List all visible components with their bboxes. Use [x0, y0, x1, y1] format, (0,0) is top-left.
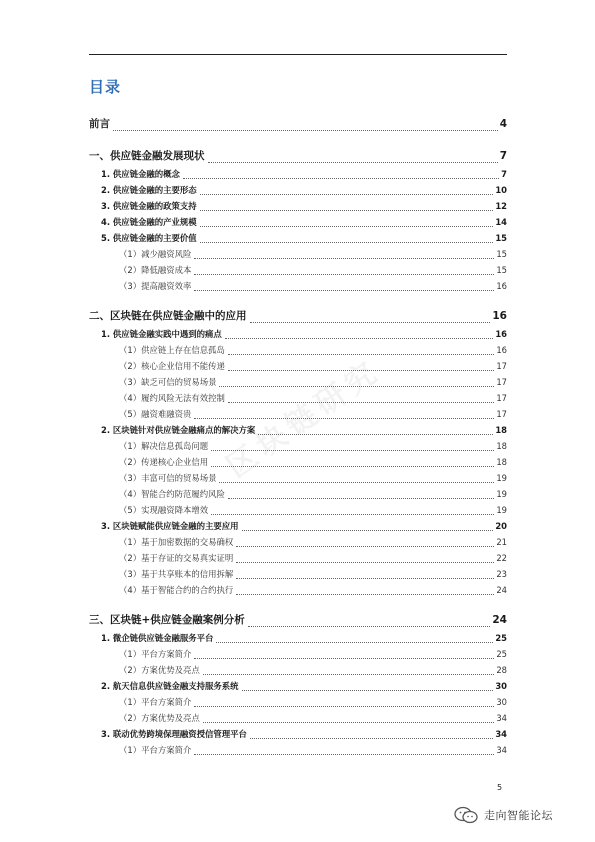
- toc-subsection-row[interactable]: [89, 454, 507, 470]
- dot-leader: [200, 209, 494, 211]
- toc-subsection-row[interactable]: [89, 694, 507, 710]
- toc-section-row[interactable]: [89, 726, 507, 742]
- toc-entry-page: 17: [496, 393, 507, 403]
- toc-subsection-row[interactable]: [89, 550, 507, 566]
- dot-leader: [194, 273, 494, 275]
- toc-entry-page: 28: [496, 665, 507, 675]
- watermark: 区块链研究: [220, 352, 388, 485]
- toc-entry-page: 18: [496, 457, 507, 467]
- toc-entry-label: （4）履约风险无法有效控制: [119, 393, 225, 403]
- toc-entry-page: 16: [496, 281, 507, 291]
- dot-leader: [211, 449, 494, 451]
- toc-entry-page: 18: [496, 441, 507, 451]
- toc-subsection-row[interactable]: [89, 582, 507, 598]
- toc-entry-page: 15: [495, 233, 507, 243]
- toc-subsection-row[interactable]: [89, 342, 507, 358]
- dot-leader: [248, 625, 491, 627]
- dot-leader: [194, 289, 494, 291]
- dot-leader: [200, 225, 494, 227]
- toc-entry-page: 24: [492, 614, 507, 626]
- dot-leader: [228, 497, 495, 499]
- toc-entry-label: 1. 供应链金融的概念: [101, 169, 180, 179]
- dot-leader: [113, 129, 498, 131]
- toc-entry-label: （2）传递核心企业信用: [119, 457, 209, 467]
- toc-entry-label: 2. 航天信息供应链金融支持服务系统: [101, 681, 239, 691]
- toc-chapter-row[interactable]: [89, 610, 507, 630]
- toc-entry-label: 二、区块链在供应链金融中的应用: [89, 310, 247, 322]
- toc-entry-label: 1. 微企链供应链金融服务平台: [101, 633, 214, 643]
- toc-entry-label: （2）方案优势及亮点: [119, 665, 200, 675]
- toc-entry-label: （3）基于共享账本的信用拆解: [119, 569, 234, 579]
- toc-entry-page: 20: [495, 521, 507, 531]
- page-number: 5: [497, 783, 503, 792]
- toc-entry-label: （1）平台方案简介: [119, 649, 192, 659]
- toc-entry-label: 4. 供应链金融的产业规模: [101, 217, 197, 227]
- dot-leader: [250, 737, 493, 739]
- dot-leader: [236, 577, 494, 579]
- toc-section-row[interactable]: [89, 518, 507, 534]
- toc-subsection-row[interactable]: [89, 662, 507, 678]
- toc-entry-label: （2）方案优势及亮点: [119, 713, 200, 723]
- toc-section-row[interactable]: [89, 166, 507, 182]
- toc-subsection-row[interactable]: [89, 390, 507, 406]
- toc-entry-label: 5. 供应链金融的主要价值: [101, 233, 197, 243]
- toc-subsection-row[interactable]: [89, 566, 507, 582]
- toc-chapter-row[interactable]: [89, 306, 507, 326]
- toc-entry-page: 34: [496, 745, 507, 755]
- header-rule: [89, 54, 507, 55]
- toc-chapter-row[interactable]: [89, 146, 507, 166]
- toc-entry-page: 7: [499, 150, 507, 162]
- dot-leader: [194, 257, 494, 259]
- toc-entry-page: 7: [501, 169, 507, 179]
- dot-leader: [216, 641, 493, 643]
- dot-leader: [203, 673, 495, 675]
- dot-leader: [203, 721, 495, 723]
- dot-leader: [242, 689, 494, 691]
- toc-subsection-row[interactable]: [89, 534, 507, 550]
- toc-entry-label: 3. 联动优势跨境保理融资授信管理平台: [101, 729, 247, 739]
- dot-leader: [194, 753, 494, 755]
- toc-section-row[interactable]: [89, 678, 507, 694]
- toc-subsection-row[interactable]: [89, 646, 507, 662]
- toc-entry-page: 14: [495, 217, 507, 227]
- dot-leader: [225, 337, 494, 339]
- toc-entry-page: 23: [496, 569, 507, 579]
- toc-subsection-row[interactable]: [89, 486, 507, 502]
- dot-leader: [208, 161, 498, 163]
- dot-leader: [200, 193, 494, 195]
- toc-entry-label: （3）丰富可信的贸易场景: [119, 473, 217, 483]
- toc-subsection-row[interactable]: [89, 502, 507, 518]
- toc-entry-page: 34: [496, 713, 507, 723]
- dot-leader: [236, 561, 494, 563]
- toc-subsection-row[interactable]: [89, 246, 507, 262]
- toc-subsection-row[interactable]: [89, 406, 507, 422]
- toc-entry-page: 12: [495, 201, 507, 211]
- toc-entry-page: 30: [496, 697, 507, 707]
- dot-leader: [228, 369, 495, 371]
- dot-leader: [228, 353, 495, 355]
- toc-entry-label: 一、供应链金融发展现状: [89, 150, 205, 162]
- toc-entry-page: 10: [495, 185, 507, 195]
- dot-leader: [219, 481, 494, 483]
- toc-entry-page: 16: [496, 345, 507, 355]
- toc-entry-page: 30: [495, 681, 507, 691]
- toc-chapter-row[interactable]: [89, 114, 507, 134]
- toc-subsection-row[interactable]: [89, 438, 507, 454]
- dot-leader: [228, 401, 495, 403]
- toc-entry-label: 2. 区块链针对供应链金融痛点的解决方案: [101, 425, 256, 435]
- toc-entry-label: （4）智能合约防范履约风险: [119, 489, 225, 499]
- toc-entry-label: （1）减少融资风险: [119, 249, 192, 259]
- toc-entry-page: 4: [499, 118, 507, 130]
- toc-entry-label: （3）提高融资效率: [119, 281, 192, 291]
- toc-entry-label: （1）基于加密数据的交易确权: [119, 537, 234, 547]
- toc-entry-label: （1）供应链上存在信息孤岛: [119, 345, 225, 355]
- toc-entry-page: 15: [496, 265, 507, 275]
- toc-section-row[interactable]: [89, 230, 507, 246]
- toc-subsection-row[interactable]: [89, 278, 507, 294]
- source-badge: [453, 806, 553, 824]
- toc-entry-page: 19: [496, 505, 507, 515]
- toc-entry-page: 17: [496, 409, 507, 419]
- toc-entry-label: （2）基于存证的交易真实证明: [119, 553, 234, 563]
- dot-leader: [211, 513, 494, 515]
- toc-entry-page: 34: [495, 729, 507, 739]
- toc-entry-label: （1）平台方案简介: [119, 697, 192, 707]
- toc-entry-label: 前言: [89, 118, 110, 130]
- dot-leader: [211, 465, 494, 467]
- toc-entry-page: 25: [496, 649, 507, 659]
- dot-leader: [183, 177, 499, 179]
- toc-section-row[interactable]: [89, 182, 507, 198]
- toc-entry-page: 19: [496, 489, 507, 499]
- toc-entry-page: 19: [496, 473, 507, 483]
- source-badge-text: 走向智能论坛: [484, 809, 553, 822]
- toc-subsection-row[interactable]: [89, 374, 507, 390]
- toc-section-row[interactable]: [89, 214, 507, 230]
- dot-leader: [194, 705, 494, 707]
- dot-leader: [200, 241, 494, 243]
- dot-leader: [236, 545, 494, 547]
- toc-entry-page: 24: [496, 585, 507, 595]
- toc-entry-label: （3）缺乏可信的贸易场景: [119, 377, 217, 387]
- toc-entry-label: 2. 供应链金融的主要形态: [101, 185, 197, 195]
- toc-entry-label: （1）平台方案简介: [119, 745, 192, 755]
- toc-entry-label: 三、区块链+供应链金融案例分析: [89, 614, 245, 626]
- dot-leader: [236, 593, 494, 595]
- toc-entry-page: 17: [496, 377, 507, 387]
- dot-leader: [194, 417, 494, 419]
- toc-title: 目录: [89, 78, 122, 96]
- toc-entry-label: 3. 供应链金融的政策支持: [101, 201, 197, 211]
- dot-leader: [242, 529, 494, 531]
- toc-entry-page: 25: [495, 633, 507, 643]
- toc-entry-label: （5）融资难融资贵: [119, 409, 192, 419]
- dot-leader: [194, 657, 494, 659]
- toc-entry-page: 16: [492, 310, 507, 322]
- toc-entry-label: （1）解决信息孤岛问题: [119, 441, 209, 451]
- table-of-contents: [89, 114, 507, 758]
- toc-subsection-row[interactable]: [89, 262, 507, 278]
- toc-subsection-row[interactable]: [89, 358, 507, 374]
- toc-entry-page: 21: [496, 537, 507, 547]
- toc-entry-page: 18: [495, 425, 507, 435]
- toc-section-row[interactable]: [89, 198, 507, 214]
- dot-leader: [258, 433, 493, 435]
- toc-entry-page: 22: [496, 553, 507, 563]
- dot-leader: [219, 385, 494, 387]
- toc-entry-label: （2）降低融资成本: [119, 265, 192, 275]
- toc-entry-label: 1. 供应链金融实践中遇到的痛点: [101, 329, 222, 339]
- toc-subsection-row[interactable]: [89, 470, 507, 486]
- toc-entry-page: 16: [495, 329, 507, 339]
- dot-leader: [250, 321, 491, 323]
- wechat-icon: [453, 806, 479, 824]
- toc-entry-page: 15: [496, 249, 507, 259]
- toc-entry-label: （2）核心企业信用不能传递: [119, 361, 225, 371]
- toc-section-row[interactable]: [89, 326, 507, 342]
- toc-entry-label: （5）实现融资降本增效: [119, 505, 209, 515]
- toc-entry-page: 17: [496, 361, 507, 371]
- toc-entry-label: 3. 区块链赋能供应链金融的主要应用: [101, 521, 239, 531]
- toc-entry-label: （4）基于智能合约的合约执行: [119, 585, 234, 595]
- toc-subsection-row[interactable]: [89, 742, 507, 758]
- toc-section-row[interactable]: [89, 630, 507, 646]
- toc-section-row[interactable]: [89, 422, 507, 438]
- toc-subsection-row[interactable]: [89, 710, 507, 726]
